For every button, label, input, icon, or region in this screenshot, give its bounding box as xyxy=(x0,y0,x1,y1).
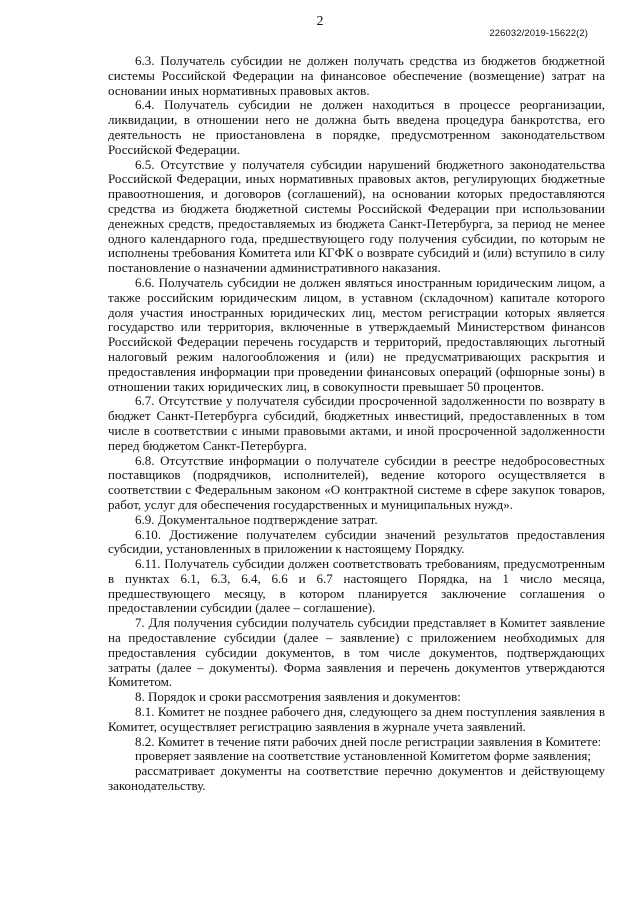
paragraph-8-2-review-docs: рассматривает документы на соответствие перечню документов и действующему законодательству. xyxy=(108,763,605,794)
paragraph-6-10: 6.10. Достижение получателем субсидии значений результатов предоставления субсидии, установленных в приложении к настоящему Порядку. xyxy=(108,526,605,557)
paragraph-6-8: 6.8. Отсутствие информации о получателе субсидии в реестре недобросовестных поставщиков (подрядчиков, исполнителей), ведение которого осуществляется в соответствии с Федеральным законом «О контрактной системе в сфере закупок товаров, работ, услуг для обеспечения государственных и муниципальных нужд». xyxy=(108,452,605,512)
paragraph-6-5: 6.5. Отсутствие у получателя субсидии нарушений бюджетного законодательства Российской Федерации, иных нормативных правовых актов, регулирующих бюджетные правоотношения, и договоров (соглашений), на основании которых предоставляются средства из бюджета бюджетной системы Российской Федерации при использовании денежных средств, предоставляемых из бюджета Санкт-Петербурга, за период не менее одного календарного года, предшествующего году получения субсидии, по которым не исполнены требования Комитета или КГФК о возврате субсидий и (или) вступило в силу постановление о назначении административного наказания. xyxy=(108,156,605,276)
paragraph-6-6: 6.6. Получатель субсидии не должен являться иностранным юридическим лицом, а также российским юридическим лицом, в уставном (складочном) капитале которого доля участия иностранных юридических лиц, местом регистрации которых является государство или территория, включенные в утверждаемый Министерством финансов Российской Федерации перечень государств и территорий, предоставляющих льготный налоговый режим налогообложения и (или) не предусматривающих раскрытия и предоставления информации при проведении финансовых операций (офшорные зоны) в отношении таких юридических лиц, в совокупности превышает 50 процентов. xyxy=(108,274,605,394)
page-number: 2 xyxy=(316,14,324,29)
paragraph-8-2: 8.2. Комитет в течение пяти рабочих дней после регистрации заявления в Комитете: xyxy=(135,733,602,749)
document-id: 226032/2019-15622(2) xyxy=(489,28,588,39)
paragraph-8-2-check-form: проверяет заявление на соответствие установленной Комитетом форме заявления; xyxy=(135,748,591,764)
document-body xyxy=(108,54,605,794)
paragraph-6-11: 6.11. Получатель субсидии должен соответствовать требованиям, предусмотренным в пунктах 6.1, 6.3, 6.4, 6.6 и 6.7 настоящего Порядка, на 1 число месяца, предшествующего месяцу, в котором планируется заключение соглашения о предоставлении субсидии (далее – соглашение). xyxy=(108,556,605,616)
paragraph-6-3: 6.3. Получатель субсидии не должен получать средства из бюджетов бюджетной системы Российской Федерации на финансовое обеспечение (возмещение) затрат на основании иных нормативных правовых актов. xyxy=(108,53,605,98)
paragraph-6-9: 6.9. Документальное подтверждение затрат. xyxy=(135,511,378,527)
paragraph-8: 8. Порядок и сроки рассмотрения заявления и документов: xyxy=(135,689,461,705)
paragraph-7: 7. Для получения субсидии получатель субсидии представляет в Комитет заявление на предоставление субсидии (далее – заявление) с приложением необходимых для предоставления субсидии документов, в том числе документов, подтверждающих затраты (далее – документы). Форма заявления и перечень документов утверждаются Комитетом. xyxy=(108,615,605,690)
paragraph-6-7: 6.7. Отсутствие у получателя субсидии просроченной задолженности по возврату в бюджет Санкт-Петербурга субсидий, бюджетных инвестиций, предоставленных в том числе в соответствии с иными правовыми актами, и иной просроченной задолженности перед бюджетом Санкт-Петербурга. xyxy=(108,393,605,453)
paragraph-8-1: 8.1. Комитет не позднее рабочего дня, следующего за днем поступления заявления в Комитет, осуществляет регистрацию заявления в журнале учета заявлений. xyxy=(108,704,605,734)
paragraph-6-4: 6.4. Получатель субсидии не должен находиться в процессе реорганизации, ликвидации, в отношении него не должна быть введена процедура банкротства, его деятельность не приостановлена в порядке, предусмотренном законодательством Российской Федерации. xyxy=(108,97,605,157)
